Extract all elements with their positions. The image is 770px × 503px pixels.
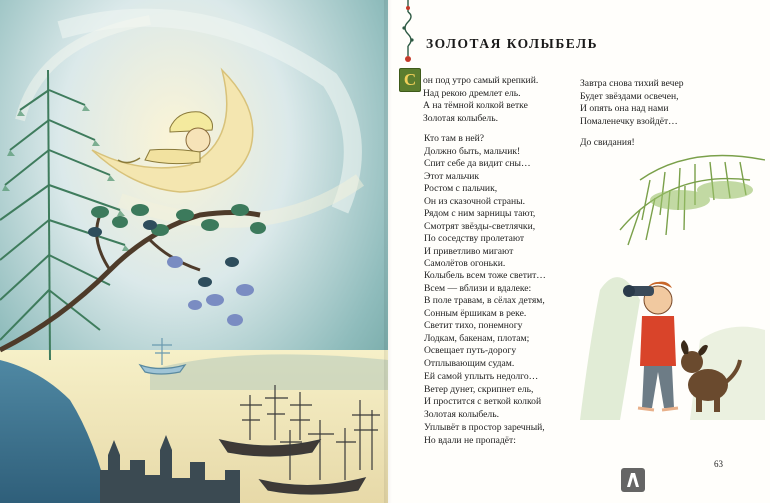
boy-with-binoculars-illustration xyxy=(580,140,765,425)
poem-line: Но вдали не пропадёт: xyxy=(424,434,516,446)
poem-line: Уплывёт в простор заречный, xyxy=(424,422,545,433)
poem-line: Всем — вблизи и вдалеке: xyxy=(424,282,532,294)
hanging-ornament-icon xyxy=(398,0,418,64)
drop-cap: С xyxy=(399,68,421,92)
poem-line: Спит себе да видит сны… xyxy=(424,158,531,169)
poem-line: Должно быть, мальчик! xyxy=(424,145,521,157)
poem-line: До свидания! xyxy=(580,137,635,148)
poem-line: Золотая колыбель. xyxy=(423,112,498,124)
poem-line: По соседству пролетают xyxy=(424,233,525,244)
stanza-3 xyxy=(424,208,535,271)
poem-line: Ростом с пальчик, xyxy=(424,183,498,194)
poem-title: ЗОЛОТАЯ КОЛЫБЕЛЬ xyxy=(426,36,599,51)
poem-line: Рядом с ним зарницы тают, xyxy=(424,208,536,219)
poem-line: Ветер дунет, скрипнет ель, xyxy=(424,383,534,395)
poem-line: Будет звёздами освечен, xyxy=(580,90,679,102)
stanza-8 xyxy=(580,78,684,128)
poem-line: Самолётов огоньки. xyxy=(424,258,506,269)
poem-line: Освещает путь-дорогу xyxy=(424,345,517,356)
page-number: 63 xyxy=(714,459,723,469)
book-gutter xyxy=(384,0,392,503)
poem-line: Отплывающим судам. xyxy=(424,357,515,369)
labirint-logo-icon xyxy=(620,467,646,493)
poem-line: Колыбель всем тоже светит… xyxy=(424,270,546,281)
stanza-5 xyxy=(424,320,529,370)
poem-line: Золотая колыбель. xyxy=(424,408,499,420)
poem-line: Он из сказочной страны. xyxy=(424,195,525,207)
poem-line: Помаленечку взойдёт… xyxy=(580,115,678,127)
stanza-1 xyxy=(423,75,538,125)
poem-line: Сонным ёршикам в реке. xyxy=(424,307,527,319)
poem-line: он под утро самый крепкий. xyxy=(423,75,539,86)
stanza-4 xyxy=(424,270,546,320)
stanza-7 xyxy=(424,422,545,447)
poem-line: Лодкам, бакенам, плотам; xyxy=(424,332,530,344)
poem-line: Над рекою дремлет ель. xyxy=(423,87,521,99)
poem-line: А на тёмной колкой ветке xyxy=(423,100,528,111)
poem-line: Этот мальчик xyxy=(424,170,480,182)
poem-line: Светит тихо, понемногу xyxy=(424,320,523,331)
poem-line: Ей самой уплыть недолго… xyxy=(424,371,539,382)
poem-line: Смотрят звёзды-светлячки, xyxy=(424,220,536,232)
poem-line: И приветливо мигают xyxy=(424,245,514,257)
poem-line: Кто там в ней? xyxy=(424,133,485,144)
poem-line: И простится с веткой колкой xyxy=(424,396,542,407)
poem-line: В поле травам, в сёлах детям, xyxy=(424,295,545,306)
poem-line: И опять она над нами xyxy=(580,103,669,114)
poem-line: Завтра снова тихий вечер xyxy=(580,78,684,89)
stanza-6 xyxy=(424,371,541,421)
stanza-2 xyxy=(424,133,531,208)
